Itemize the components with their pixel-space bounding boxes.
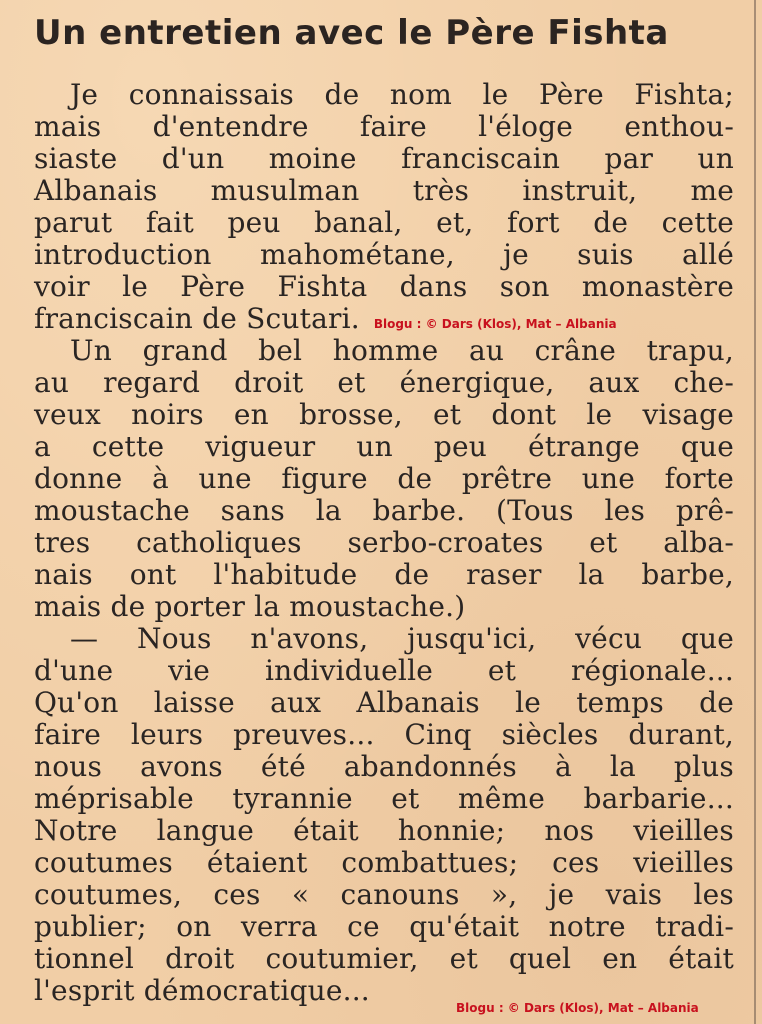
text-line: d'une vie individuelle et régionale... (34, 654, 734, 687)
text-line: donne à une figure de prêtre une forte (34, 462, 734, 495)
watermark-credit-bottom: Blogu : © Dars (Klos), Mat – Albania (456, 1001, 699, 1015)
text-line: l'esprit démocratique... (34, 974, 370, 1007)
text-line: voir le Père Fishta dans son monastère (34, 270, 734, 303)
text-line: faire leurs preuves... Cinq siècles durant, (34, 718, 734, 751)
text-line: tionnel droit coutumier, et quel en était (34, 942, 734, 975)
text-line: coutumes, ces « canouns », je vais les (34, 878, 734, 911)
column-rule (754, 0, 756, 1024)
text-line: veux noirs en brosse, et dont le visage (34, 398, 734, 431)
text-line: introduction mahométane, je suis allé (34, 238, 734, 271)
text-line: mais d'entendre faire l'éloge enthou- (34, 110, 734, 143)
text-line: Un grand bel homme au crâne trapu, (70, 334, 734, 367)
text-line: Albanais musulman très instruit, me (34, 174, 734, 207)
text-line: Qu'on laisse aux Albanais le temps de (34, 686, 734, 719)
watermark-credit: Blogu : © Dars (Klos), Mat – Albania (373, 317, 617, 331)
paragraph-1 (34, 79, 734, 335)
text-line: mais de porter la moustache.) (34, 590, 466, 623)
text-line: publier; on verra ce qu'était notre tradi- (34, 910, 734, 943)
text-line-with-credit (34, 303, 734, 335)
text-line: coutumes étaient combattues; ces vieilles (34, 846, 734, 879)
text-line: nais ont l'habitude de raser la barbe, (34, 558, 734, 591)
article-title: Un entretien avec le Père Fishta (34, 13, 669, 53)
paragraph-3 (34, 623, 734, 1007)
text-line: au regard droit et énergique, aux che- (34, 366, 734, 399)
text-line: Notre langue était honnie; nos vieilles (34, 814, 734, 847)
text-line: — Nous n'avons, jusqu'ici, vécu que (70, 622, 734, 655)
text-line: méprisable tyrannie et même barbarie... (34, 782, 734, 815)
text-line: siaste d'un moine franciscain par un (34, 142, 734, 175)
text-line: tres catholiques serbo-croates et alba- (34, 526, 734, 559)
article-body (34, 79, 734, 1007)
text-line: moustache sans la barbe. (Tous les prê- (34, 494, 734, 527)
paragraph-2 (34, 335, 734, 623)
text-line: a cette vigueur un peu étrange que (34, 430, 734, 463)
text-line: parut fait peu banal, et, fort de cette (34, 206, 734, 239)
text-line: franciscain de Scutari. (34, 302, 360, 335)
text-line: nous avons été abandonnés à la plus (34, 750, 734, 783)
text-line: Je connaissais de nom le Père Fishta; (70, 78, 734, 111)
